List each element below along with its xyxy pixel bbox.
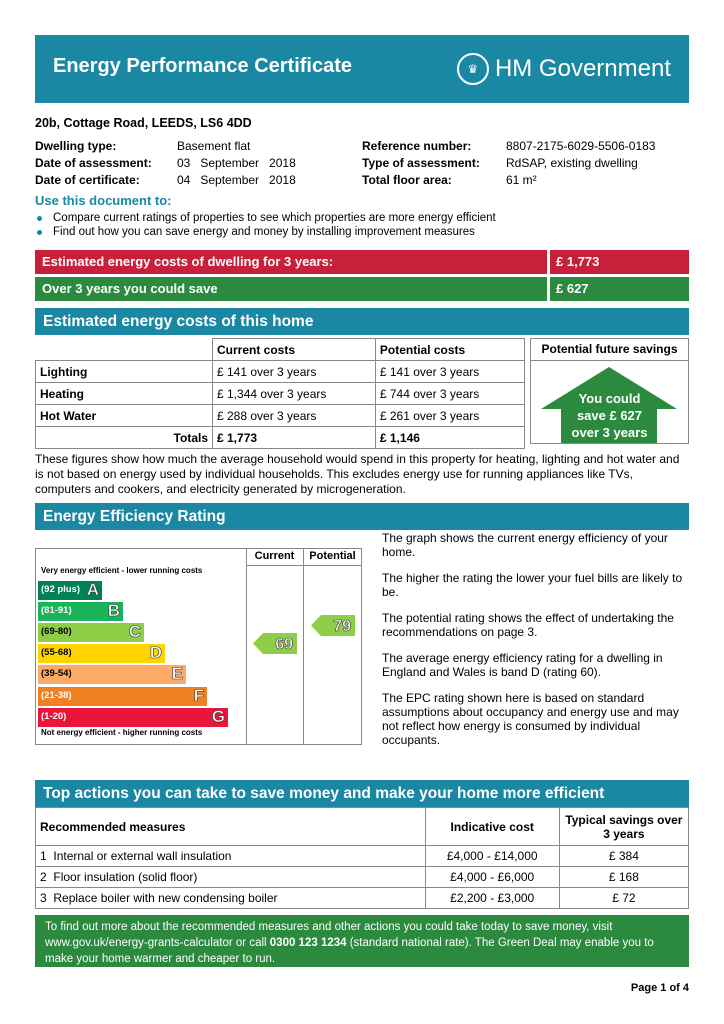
band-letter: G bbox=[211, 706, 225, 726]
totals-label: Totals bbox=[36, 427, 213, 449]
band-letter: E bbox=[171, 664, 183, 684]
info-label: Date of assessment: bbox=[35, 156, 152, 170]
info-value: RdSAP, existing dwelling bbox=[506, 156, 638, 170]
more-info-note bbox=[35, 915, 689, 967]
eer-paragraph: The EPC rating shown here is based on standard assumptions about occupancy and energy use and may not reflect how energy is consumed by individual occupants. bbox=[382, 691, 679, 747]
measure-cost: £2,200 - £3,000 bbox=[425, 888, 559, 909]
rating-band-f bbox=[38, 687, 207, 706]
right-info bbox=[362, 139, 689, 190]
rating-band-d bbox=[38, 644, 165, 663]
potential-cost: £ 141 over 3 years bbox=[375, 361, 524, 383]
band-range: (1-20) bbox=[41, 710, 67, 722]
savings-line: You could bbox=[578, 391, 641, 406]
column-header: Indicative cost bbox=[425, 808, 559, 846]
measure-name: Replace boiler with new condensing boiler bbox=[53, 891, 278, 905]
measure-name: Floor insulation (solid floor) bbox=[53, 870, 198, 884]
eer-chart bbox=[35, 540, 363, 746]
band-range: (92 plus) bbox=[41, 584, 81, 595]
top-label: Very energy efficient - lower running costs bbox=[41, 566, 203, 575]
crest-icon: ♛ bbox=[457, 53, 489, 85]
page-number: Page 1 of 4 bbox=[630, 982, 689, 994]
band-range: (69-80) bbox=[41, 626, 72, 638]
cost-bar-value: £ 1,773 bbox=[556, 254, 600, 269]
bottom-label: Not energy efficient - higher running costs bbox=[41, 728, 203, 737]
row-label: Lighting bbox=[36, 361, 213, 383]
note-text: (standard national rate). The Green Deal may enable you to make your home warmer and cheaper to run. bbox=[45, 937, 654, 965]
band-letter: A bbox=[86, 580, 99, 599]
hm-government-logo bbox=[457, 53, 671, 85]
band-range: (81-91) bbox=[41, 605, 72, 617]
eer-paragraph: The potential rating shows the effect of undertaking the recommendations on page 3. bbox=[382, 611, 674, 639]
info-value: 04 September 2018 bbox=[177, 173, 296, 187]
table-row bbox=[36, 888, 689, 909]
cost-bar-label: Over 3 years you could save bbox=[35, 277, 550, 301]
property-address: 20b, Cottage Road, LEEDS, LS6 4DD bbox=[35, 116, 252, 130]
list-item: Find out how you can save energy and money by installing improvement measures bbox=[35, 226, 496, 238]
measure-saving: £ 384 bbox=[559, 846, 688, 867]
eer-paragraph: The graph shows the current energy efficiency of your home. bbox=[382, 531, 668, 559]
band-range: (55-68) bbox=[41, 647, 72, 659]
left-info bbox=[35, 139, 325, 190]
measure-name: Internal or external wall insulation bbox=[53, 849, 232, 863]
header-banner bbox=[35, 35, 689, 103]
band-letter: C bbox=[128, 622, 141, 642]
info-label: Dwelling type: bbox=[35, 139, 117, 153]
rating-band-b bbox=[38, 602, 123, 621]
actions-table bbox=[35, 807, 689, 909]
page-title: Energy Performance Certificate bbox=[53, 55, 353, 77]
current-cost: £ 1,344 over 3 years bbox=[213, 383, 376, 405]
total-current: £ 1,773 bbox=[213, 427, 376, 449]
table-row bbox=[36, 867, 689, 888]
row-label: Hot Water bbox=[36, 405, 213, 427]
list-item: Compare current ratings of properties to see which properties are more energy efficient bbox=[35, 212, 496, 224]
table-row bbox=[36, 383, 525, 405]
info-label: Date of certificate: bbox=[35, 173, 140, 187]
measure-number: 1 bbox=[40, 849, 47, 863]
rating-band-e bbox=[38, 665, 186, 684]
band-letter: D bbox=[149, 643, 162, 663]
row-label: Heating bbox=[36, 383, 213, 405]
rating-band-g bbox=[38, 708, 228, 727]
rating-band-a bbox=[38, 581, 102, 600]
estimated-cost-bar bbox=[35, 250, 689, 274]
current-rating-arrow-value: 69 bbox=[275, 635, 293, 653]
info-value: 03 September 2018 bbox=[177, 156, 296, 170]
use-document-list bbox=[35, 212, 496, 240]
savings-bar bbox=[35, 277, 689, 301]
section-title-eer: Energy Efficiency Rating bbox=[35, 503, 689, 530]
column-header: Recommended measures bbox=[36, 808, 426, 846]
info-value: Basement flat bbox=[177, 139, 251, 153]
potential-cost: £ 744 over 3 years bbox=[375, 383, 524, 405]
current-cost: £ 141 over 3 years bbox=[213, 361, 376, 383]
band-letter: B bbox=[107, 601, 120, 621]
current-column-header: Current bbox=[254, 550, 295, 562]
info-label: Total floor area: bbox=[362, 173, 452, 187]
section-title-costs: Estimated energy costs of this home bbox=[35, 308, 689, 335]
savings-line: save £ 627 bbox=[576, 408, 643, 423]
totals-row bbox=[36, 427, 525, 449]
use-document-title: Use this document to: bbox=[35, 193, 172, 208]
rating-band-c bbox=[38, 623, 144, 642]
savings-line: over 3 years bbox=[571, 425, 648, 440]
table-row bbox=[36, 405, 525, 427]
cost-bar-label: Estimated energy costs of dwelling for 3 years: bbox=[35, 250, 550, 274]
measure-saving: £ 72 bbox=[559, 888, 688, 909]
savings-text bbox=[531, 390, 688, 441]
phone-number: 0300 123 1234 bbox=[269, 937, 347, 949]
total-potential: £ 1,146 bbox=[375, 427, 524, 449]
gov-label: HM Government bbox=[494, 55, 671, 82]
column-header: Potential costs bbox=[375, 339, 524, 361]
eer-paragraph: The higher the rating the lower your fuel bills are likely to be. bbox=[382, 571, 683, 599]
measure-number: 2 bbox=[40, 870, 47, 884]
info-value: 8807-2175-6029-5506-0183 bbox=[506, 139, 656, 153]
potential-cost: £ 261 over 3 years bbox=[375, 405, 524, 427]
column-header: Potential future savings bbox=[531, 339, 688, 361]
band-range: (39-54) bbox=[41, 668, 72, 680]
potential-rating-arrow bbox=[311, 615, 355, 636]
current-cost: £ 288 over 3 years bbox=[213, 405, 376, 427]
section-title-actions: Top actions you can take to save money and make your home more efficient bbox=[35, 780, 689, 807]
note-text: To find out more about the recommended measures and other actions you could take today to save money, visit www.gov.uk/energy-grants-calculator or call bbox=[45, 921, 613, 949]
potential-savings-box bbox=[530, 338, 689, 444]
potential-rating-arrow-value: 79 bbox=[333, 618, 351, 636]
eer-explanation bbox=[382, 531, 687, 759]
table-row bbox=[36, 846, 689, 867]
potential-column-header: Potential bbox=[309, 550, 356, 562]
eer-paragraph: The average energy efficiency rating for a dwelling in England and Wales is band D (rating 60). bbox=[382, 651, 663, 679]
band-range: (21-38) bbox=[41, 689, 72, 701]
cost-bar-value: £ 627 bbox=[556, 281, 589, 296]
column-header: Typical savings over 3 years bbox=[559, 808, 688, 846]
table-row bbox=[36, 361, 525, 383]
band-letter: F bbox=[193, 685, 204, 705]
costs-note: These figures show how much the average household would spend in this property for heating, lighting and hot water and is not based on energy used by individual households. This excludes energy use for running appliances like TVs, computers and cookers, and electricity generated by microgeneration. bbox=[35, 452, 680, 496]
measure-saving: £ 168 bbox=[559, 867, 688, 888]
info-label: Reference number: bbox=[362, 139, 472, 153]
measure-cost: £4,000 - £6,000 bbox=[425, 867, 559, 888]
measure-number: 3 bbox=[40, 891, 47, 905]
current-rating-arrow bbox=[253, 633, 297, 654]
measure-cost: £4,000 - £14,000 bbox=[425, 846, 559, 867]
column-header: Current costs bbox=[213, 339, 376, 361]
costs-table bbox=[35, 338, 525, 449]
info-value: 61 m² bbox=[506, 173, 537, 187]
info-label: Type of assessment: bbox=[362, 156, 480, 170]
